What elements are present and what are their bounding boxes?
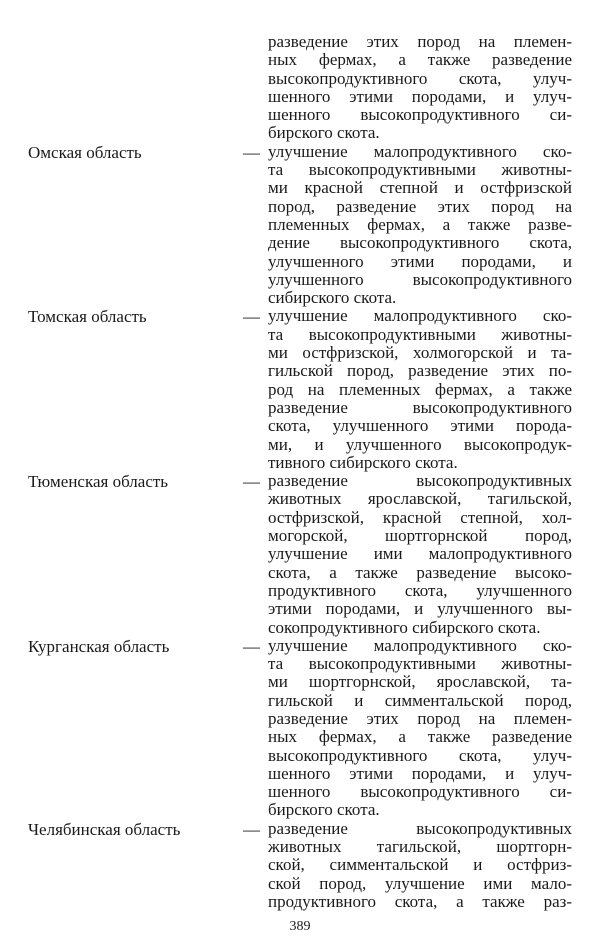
text-line: бирского скота. <box>268 123 380 143</box>
text-line: улучшение малопродуктивного ско- <box>268 635 572 655</box>
dash: — <box>243 307 260 327</box>
text-line: гильской пород, разведение этих по- <box>268 361 572 381</box>
text-line: ми шортгорнской, ярославской, та- <box>268 672 572 692</box>
text-line: бирского скота. <box>268 800 380 820</box>
document-body <box>0 33 600 911</box>
region-description <box>268 307 572 472</box>
text-line: ных фермах, а также разведение <box>268 50 572 70</box>
region-entry <box>0 307 600 472</box>
text-line: та высокопродуктивными животны- <box>268 654 572 674</box>
text-line: сокопродуктивного сибирского скота. <box>268 617 541 637</box>
region-description <box>268 33 572 143</box>
text-line: улучшение малопродуктивного ско- <box>268 141 572 161</box>
text-line: этими породами, и улучшенного вы- <box>268 599 572 619</box>
dash: — <box>243 472 260 492</box>
region-name: Томская область <box>28 307 147 327</box>
text-line: разведение высокопродуктивных <box>268 818 572 838</box>
text-line: шенного этими породами, и улуч- <box>268 763 572 783</box>
text-line: ных фермах, а также разведение <box>268 727 572 747</box>
region-name: Омская область <box>28 142 142 162</box>
text-line: ми остфризской, холмогорской и та- <box>268 343 572 363</box>
text-line: ми, и улучшенного высокопродук- <box>268 434 572 454</box>
region-entry <box>0 33 600 143</box>
text-line: разведение высокопродуктивного <box>268 397 572 417</box>
text-line: могорской, шортгорнской пород, <box>268 526 572 546</box>
text-line: высокопродуктивного скота, улуч- <box>268 745 572 765</box>
text-line: племенных фермах, а также разве- <box>268 214 572 234</box>
text-line: улучшение ими малопродуктивного <box>268 544 572 564</box>
region-name: Челябинская область <box>28 819 181 839</box>
text-line: продуктивного скота, улучшенного <box>268 580 572 600</box>
text-line: разведение этих пород на племен- <box>268 32 572 51</box>
text-line: остфризской, красной степной, хол- <box>268 507 572 527</box>
text-line: гильской и симментальской пород, <box>268 690 572 710</box>
region-entry <box>0 143 600 308</box>
text-line: шенного высокопродуктивного си- <box>268 105 572 125</box>
region-name: Курганская область <box>28 636 170 656</box>
text-line: скота, улучшенного этими порода- <box>268 416 572 436</box>
region-description <box>268 143 572 308</box>
text-line: сибирского скота. <box>268 288 397 308</box>
region-entry <box>0 820 600 911</box>
text-line: шенного этими породами, и улуч- <box>268 86 572 106</box>
text-line: ми красной степной и остфризской <box>268 178 572 198</box>
region-entry <box>0 472 600 637</box>
region-description <box>268 637 572 820</box>
region-description <box>268 472 572 637</box>
text-line: та высокопродуктивными животны- <box>268 160 572 180</box>
region-description <box>268 820 572 911</box>
text-line: дение высокопродуктивного скота, <box>268 233 572 253</box>
text-line: высокопродуктивного скота, улуч- <box>268 68 572 88</box>
text-line: улучшенного этими породами, и <box>268 251 572 271</box>
text-line: шенного высокопродуктивного си- <box>268 782 572 802</box>
region-entry <box>0 637 600 820</box>
text-line: пород, разведение этих пород на <box>268 196 572 216</box>
region-name: Тюменская область <box>28 472 169 492</box>
text-line: животных тагильской, шортгорн- <box>268 837 572 857</box>
text-line: ской, симментальской и остфриз- <box>268 855 572 875</box>
dash: — <box>243 819 260 839</box>
text-line: разведение этих пород на племен- <box>268 708 572 728</box>
text-line: род на племенных фермах, а также <box>268 379 572 399</box>
text-line: скота, а также разведение высоко- <box>268 562 572 582</box>
text-line: животных ярославской, тагильской, <box>268 489 572 509</box>
text-line: тивного сибирского скота. <box>268 452 458 472</box>
text-line: та высокопродуктивными животны- <box>268 324 572 344</box>
dash: — <box>243 636 260 656</box>
text-line: продуктивного скота, а также раз- <box>268 891 572 911</box>
text-line: ской пород, улучшение ими мало- <box>268 873 572 893</box>
text-line: разведение высокопродуктивных <box>268 471 572 491</box>
dash: — <box>243 142 260 162</box>
text-line: улучшенного высокопродуктивного <box>268 269 572 289</box>
text-line: улучшение малопродуктивного ско- <box>268 306 572 326</box>
page-number: 389 <box>289 919 311 934</box>
